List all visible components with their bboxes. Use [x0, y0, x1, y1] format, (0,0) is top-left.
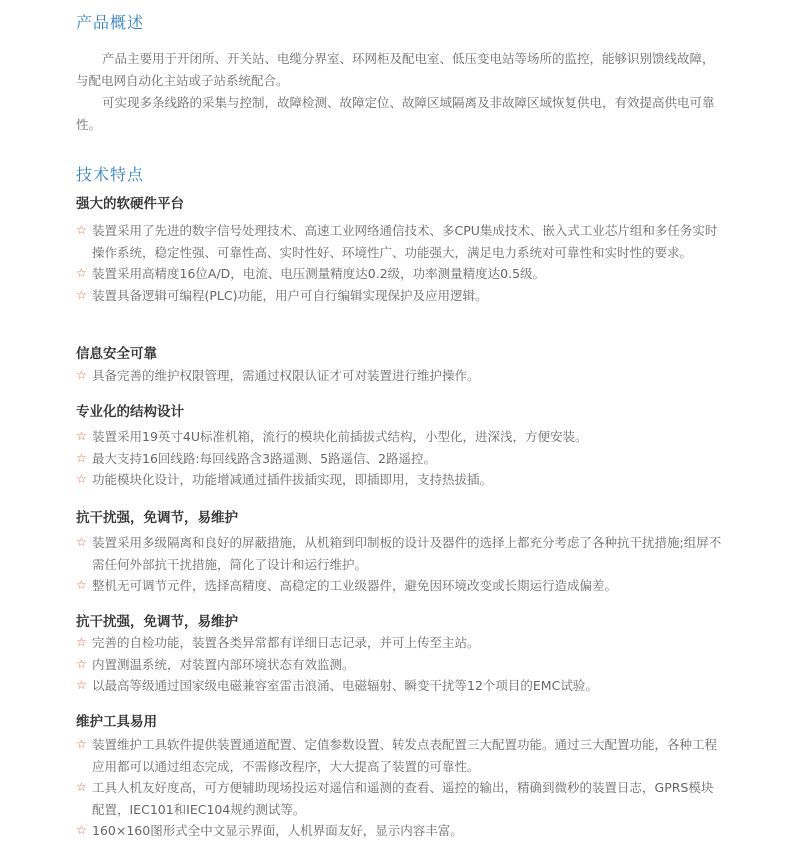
- group-list-structure: [76, 426, 722, 491]
- list-item: [76, 426, 722, 448]
- star-outline-icon: ☆: [76, 823, 87, 837]
- group-list-anti-interference: [76, 532, 722, 597]
- star-outline-icon: ☆: [76, 266, 87, 280]
- list-item: [76, 469, 722, 491]
- list-item: [76, 532, 722, 575]
- list-item-text: 工具人机友好度高，可方便辅助现场投运对遥信和遥测的查看、遥控的输出，精确到微秒的装置日志，GPRS模块配置，IEC101和IEC104规约测试等。: [92, 780, 714, 817]
- star-outline-icon: ☆: [76, 578, 87, 592]
- star-outline-icon: ☆: [76, 450, 87, 465]
- group-title-tools: 维护工具易用: [76, 714, 157, 730]
- list-item: [76, 777, 722, 820]
- list-item-text: 内置测温系统，对装置内部环境状态有效监测。: [92, 656, 355, 672]
- star-outline-icon: ☆: [76, 635, 87, 649]
- star-outline-icon: ☆: [76, 535, 87, 549]
- list-item-text: 装置采用高精度16位A/D，电流、电压测量精度达0.2级，功率测量精度达0.5级。: [92, 266, 546, 281]
- list-item: [76, 365, 722, 387]
- list-item-text: 装置采用了先进的数字信号处理技术、高速工业网络通信技术、多CPU集成技术、嵌入式工业芯片组和多任务实时操作系统，稳定性强、可靠性高、实时性好、环境性广、功能强大，满足电力系统对可靠性和实时性的要求。: [92, 223, 718, 260]
- list-item: [76, 675, 722, 697]
- list-item: [76, 285, 722, 307]
- list-item-text: 装置具备逻辑可编程(PLC)功能，用户可自行编辑实现保护及应用逻辑。: [92, 287, 488, 303]
- list-item: [76, 263, 722, 285]
- group-title-security: 信息安全可靠: [76, 346, 157, 362]
- list-item: [76, 448, 722, 470]
- list-item-text: 装置采用多级隔离和良好的屏蔽措施，从机箱到印制板的设计及器件的选择上都充分考虑了各种抗干扰措施;组屏不需任何外部抗干扰措施，简化了设计和运行维护。: [92, 535, 722, 572]
- list-item-text: 160×160图形式全中文显示界面，人机界面友好，显示内容丰富。: [92, 823, 463, 838]
- list-item-text: 整机无可调节元件，选择高精度、高稳定的工业级器件，避免因环境改变或长期运行造成偏差。: [92, 578, 618, 593]
- list-item: [76, 220, 722, 263]
- star-outline-icon: ☆: [76, 368, 87, 382]
- group-title-anti-interference: 抗干扰强，免调节，易维护: [76, 510, 238, 526]
- list-item-text: 最大支持16回线路:每回线路含3路遥测、5路遥信、2路遥控。: [92, 450, 436, 466]
- group-list-tools: [76, 734, 722, 842]
- list-item-text: 具备完善的维护权限管理，需通过权限认证才可对装置进行维护操作。: [92, 368, 480, 383]
- star-outline-icon: ☆: [76, 656, 87, 671]
- list-item-text: 装置维护工具软件提供装置通道配置、定值参数设置、转发点表配置三大配置功能。通过三大配置功能，各种工程应用都可以通过组态完成，不需修改程序，大大提高了装置的可靠性。: [92, 737, 718, 774]
- list-item-text: 功能模块化设计，功能增减通过插件拔插实现，即插即用，支持热拔插。: [92, 472, 493, 487]
- overview-title: 产品概述: [76, 13, 145, 32]
- star-outline-icon: ☆: [76, 780, 87, 794]
- list-item: [76, 820, 722, 842]
- list-item-text: 装置采用19英寸4U标准机箱，流行的模块化前插拔式结构，小型化，进深浅，方便安装。: [92, 429, 588, 444]
- group-title-platform: 强大的软硬件平台: [76, 196, 184, 212]
- star-outline-icon: ☆: [76, 737, 87, 751]
- star-outline-icon: ☆: [76, 287, 87, 302]
- list-item-text: 完善的自检功能，装置各类异常都有详细日志记录，并可上传至主站。: [92, 635, 480, 650]
- star-outline-icon: ☆: [76, 472, 87, 486]
- group-list-security: [76, 365, 722, 387]
- group-list-maintenance: [76, 632, 722, 697]
- group-list-platform: [76, 220, 722, 306]
- list-item: [76, 654, 722, 676]
- features-title: 技术特点: [76, 165, 145, 184]
- list-item: [76, 632, 722, 654]
- overview-paragraph-1: 产品主要用于开闭所、开关站、电缆分界室、环网柜及配电室、低压变电站等场所的监控，能够识别馈线故障，与配电网自动化主站或子站系统配合。: [76, 51, 715, 88]
- group-title-structure: 专业化的结构设计: [76, 404, 184, 420]
- list-item: [76, 734, 722, 777]
- star-outline-icon: ☆: [76, 678, 87, 692]
- star-outline-icon: ☆: [76, 429, 87, 443]
- list-item-text: 以最高等级通过国家级电磁兼容室雷击浪涌、电磁辐射、瞬变干扰等12个项目的EMC试验。: [92, 678, 598, 693]
- list-item: [76, 575, 722, 597]
- star-outline-icon: ☆: [76, 223, 87, 237]
- overview-paragraph-2: 可实现多条线路的采集与控制，故障检测、故障定位、故障区域隔离及非故障区域恢复供电，有效提高供电可靠性。: [76, 95, 715, 132]
- group-title-maintenance: 抗干扰强，免调节，易维护: [76, 614, 238, 630]
